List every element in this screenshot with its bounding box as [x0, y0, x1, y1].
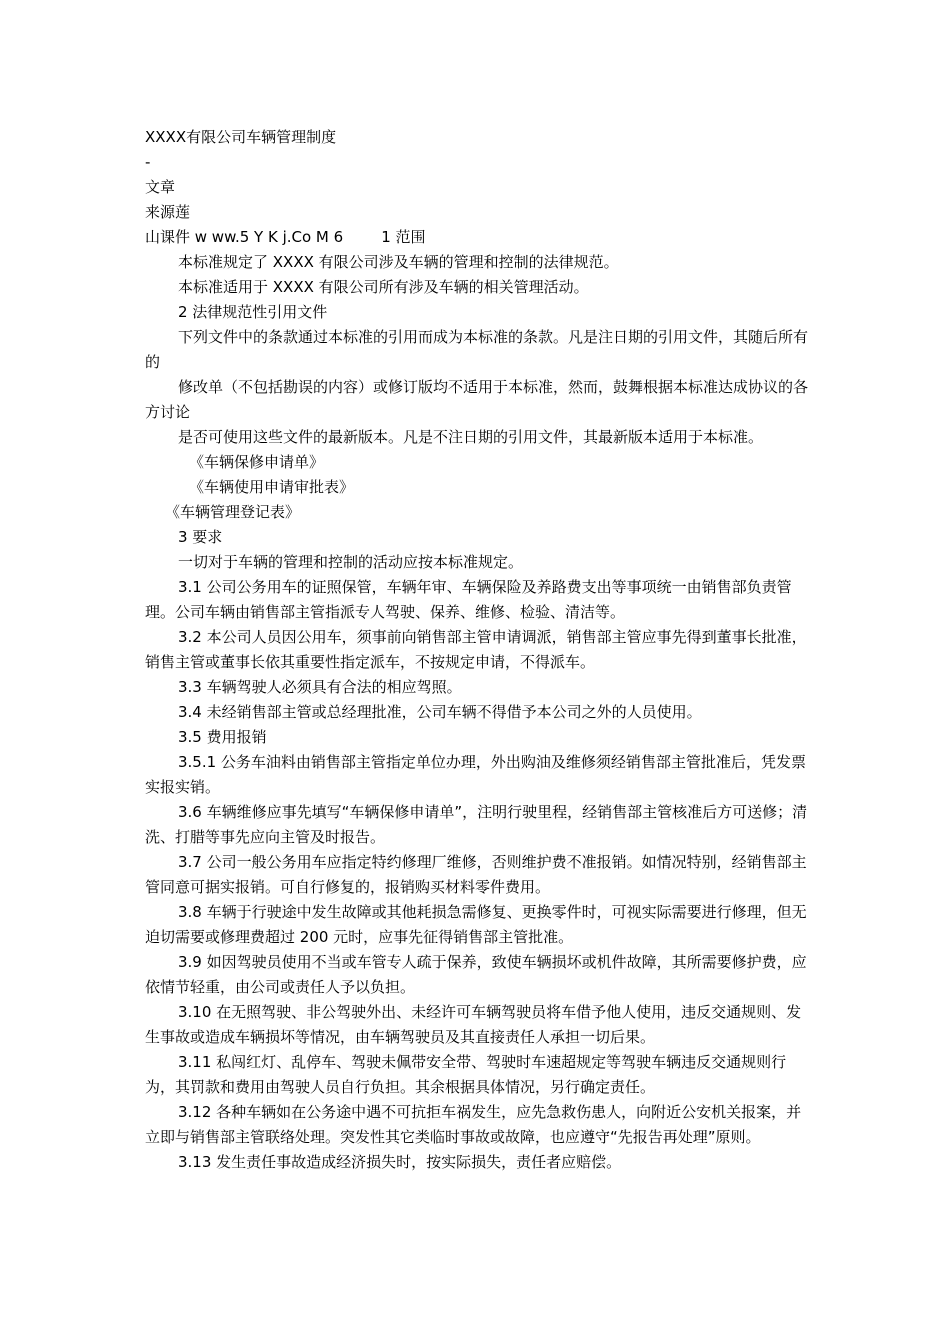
section-1-para-1: 本标准规定了 XXXX 有限公司涉及车辆的管理和控制的法律规范。: [178, 253, 619, 271]
section-3-title: 3 要求: [178, 528, 223, 546]
section-1-para-2: 本标准适用于 XXXX 有限公司所有涉及车辆的相关管理活动。: [178, 278, 589, 296]
requirement-item: 3.5.1 公务车油料由销售部主管指定单位办理，外出购油及维修须经销售部主管批准后，凭发票实报实销。: [145, 753, 806, 796]
requirement-item: 3.6 车辆维修应事先填写“车辆保修申请单”，注明行驶里程，经销售部主管核准后方可送修；清洗、打腊等事先应向主管及时报告。: [145, 803, 808, 846]
source-line-2: 来源莲: [145, 203, 191, 221]
source-line-3: [145, 225, 815, 250]
document-title: XXXX有限公司车辆管理制度: [145, 128, 337, 146]
requirement-item: 3.2 本公司人员因公用车，须事前向销售部主管申请调派，销售部主管应事先得到董事长批准，销售主管或董事长依其重要性指定派车，不按规定申请，不得派车。: [145, 628, 807, 671]
requirement-item: 3.3 车辆驾驶人必须具有合法的相应驾照。: [178, 678, 462, 696]
section-1-title: 1 范围: [381, 228, 426, 246]
requirement-item: 3.8 车辆于行驶途中发生故障或其他耗损急需修复、更换零件时，可视实际需要进行修理，但无迫切需要或修理费超过 200 元时，应事先征得销售部主管批准。: [145, 903, 807, 946]
requirement-item: 3.5 费用报销: [178, 728, 267, 746]
reference-item: 《车辆使用申请审批表》: [189, 478, 355, 496]
requirement-item: 3.1 公司公务用车的证照保管，车辆年审、车辆保险及养路费支出等事项统一由销售部负责管理。公司车辆由销售部主管指派专人驾驶、保养、维修、检验、清洁等。: [145, 578, 792, 621]
reference-item: 《车辆保修申请单》: [189, 453, 325, 471]
title-dash: -: [145, 153, 151, 171]
requirement-item: 3.10 在无照驾驶、非公驾驶外出、未经许可车辆驾驶员将车借予他人使用，违反交通规则、发生事故或造成车辆损坏等情况，由车辆驾驶员及其直接责任人承担一切后果。: [145, 1003, 802, 1046]
requirement-item: 3.12 各种车辆如在公务途中遇不可抗拒车祸发生，应先急救伤患人，向附近公安机关报案，并立即与销售部主管联络处理。突发性其它类临时事故或故障，也应遵守“先报告再处理”原则。: [145, 1103, 802, 1146]
source-url-text: 山课件 w ww.5 Y K j.Co M 6: [145, 228, 344, 246]
section-2-para-3: 是否可使用这些文件的最新版本。凡是不注日期的引用文件，其最新版本适用于本标准。: [178, 428, 764, 446]
section-3-intro: 一切对于车辆的管理和控制的活动应按本标准规定。: [178, 553, 524, 571]
section-2-para-2: 修改单（不包括勘误的内容）或修订版均不适用于本标准，然而，鼓舞根据本标准达成协议的各方讨论: [145, 378, 809, 421]
requirement-item: 3.13 发生责任事故造成经济损失时，按实际损失，责任者应赔偿。: [178, 1153, 622, 1171]
requirement-item: 3.11 私闯红灯、乱停车、驾驶未佩带安全带、驾驶时车速超规定等驾驶车辆违反交通规则行为，其罚款和费用由驾驶人员自行负担。其余根据具体情况，另行确定责任。: [145, 1053, 787, 1096]
requirement-item: 3.7 公司一般公务用车应指定特约修理厂维修，否则维护费不准报销。如情况特别，经销售部主管同意可据实报销。可自行修复的，报销购买材料零件费用。: [145, 853, 807, 896]
section-2-para-1: 下列文件中的条款通过本标准的引用而成为本标准的条款。凡是注日期的引用文件，其随后所有的: [145, 328, 809, 371]
source-line-1: 文章: [145, 178, 176, 196]
document-body: [145, 125, 815, 1175]
requirement-item: 3.4 未经销售部主管或总经理批准，公司车辆不得借予本公司之外的人员使用。: [178, 703, 702, 721]
requirement-item: 3.9 如因驾驶员使用不当或车管专人疏于保养，致使车辆损坏或机件故障，其所需要修护费，应依情节轻重，由公司或责任人予以负担。: [145, 953, 807, 996]
section-2-title: 2 法律规范性引用文件: [178, 303, 328, 321]
reference-item: 《车辆管理登记表》: [165, 503, 301, 521]
